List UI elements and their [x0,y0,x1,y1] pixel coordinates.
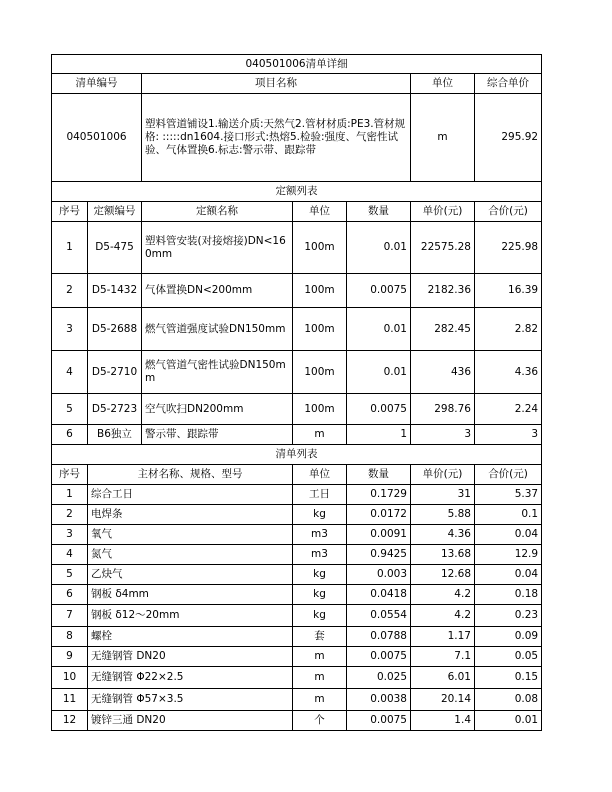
quota-code: B6独立 [88,425,142,445]
material-unit: m3 [293,545,347,565]
material-qty: 0.003 [347,565,411,585]
material-price: 4.2 [411,585,475,605]
materials-row [52,667,542,689]
material-name: 螺栓 [88,627,293,647]
materials-header-row [52,465,542,485]
quota-price: 22575.28 [411,222,475,274]
quota-code: D5-2688 [88,308,142,351]
quota-total: 3 [475,425,542,445]
item-price: 295.92 [475,94,542,182]
material-price: 31 [411,485,475,505]
quota-price: 298.76 [411,394,475,425]
quota-row [52,394,542,425]
quota-name: 燃气管道强度试验DN150mm [142,308,293,351]
material-name: 无缝钢管 Φ22×2.5 [88,667,293,689]
material-unit: 工日 [293,485,347,505]
material-qty: 0.9425 [347,545,411,565]
quota-name: 空气吹扫DN200mm [142,394,293,425]
material-total: 12.9 [475,545,542,565]
material-name: 综合工日 [88,485,293,505]
quota-unit: 100m [293,394,347,425]
materials-header-qty: 数量 [347,465,411,485]
quota-code: D5-475 [88,222,142,274]
material-unit: m [293,689,347,711]
quota-qty: 0.0075 [347,274,411,308]
material-qty: 0.0038 [347,689,411,711]
quota-qty: 0.0075 [347,394,411,425]
quota-code: D5-2723 [88,394,142,425]
material-qty: 0.1729 [347,485,411,505]
quota-name: 警示带、跟踪带 [142,425,293,445]
material-total: 0.18 [475,585,542,605]
item-name-header: 项目名称 [142,74,411,94]
item-unit: m [411,94,475,182]
material-qty: 0.0091 [347,525,411,545]
quota-unit: m [293,425,347,445]
material-name: 氮气 [88,545,293,565]
quota-header-unit: 单位 [293,202,347,222]
quota-row [52,351,542,394]
material-total: 0.01 [475,711,542,731]
quota-total: 2.24 [475,394,542,425]
quota-total: 2.82 [475,308,542,351]
quota-total: 16.39 [475,274,542,308]
material-unit: kg [293,565,347,585]
materials-row [52,545,542,565]
material-no: 12 [52,711,88,731]
material-no: 10 [52,667,88,689]
materials-section-row [52,445,542,465]
material-qty: 0.0172 [347,505,411,525]
material-qty: 0.0075 [347,647,411,667]
material-total: 0.1 [475,505,542,525]
quota-qty: 0.01 [347,351,411,394]
item-description: 塑料管道铺设1.输送介质:天然气2.管材材质:PE3.管材规格: :::::dn1604.接口形式:热熔5.检验:强度、气密性试验、气体置换6.标志:警示带、跟踪带 [142,94,411,182]
quota-unit: 100m [293,351,347,394]
material-no: 5 [52,565,88,585]
materials-row [52,585,542,605]
materials-row [52,565,542,585]
quota-total: 4.36 [475,351,542,394]
materials-row [52,605,542,627]
material-name: 无缝钢管 Φ57×3.5 [88,689,293,711]
material-total: 0.04 [475,525,542,545]
materials-row [52,689,542,711]
material-total: 0.23 [475,605,542,627]
materials-row [52,525,542,545]
material-total: 0.05 [475,647,542,667]
materials-section-title: 清单列表 [52,445,542,465]
quota-price: 2182.36 [411,274,475,308]
quota-header-no: 序号 [52,202,88,222]
material-no: 6 [52,585,88,605]
quota-no: 4 [52,351,88,394]
quota-qty: 0.01 [347,308,411,351]
material-name: 钢板 δ4mm [88,585,293,605]
materials-header-total: 合价(元) [475,465,542,485]
quota-section-title: 定额列表 [52,182,542,202]
item-code: 040501006 [52,94,142,182]
item-code-header: 清单编号 [52,74,142,94]
quota-no: 6 [52,425,88,445]
quota-row [52,425,542,445]
material-qty: 0.025 [347,667,411,689]
material-total: 0.15 [475,667,542,689]
materials-row [52,711,542,731]
quota-qty: 1 [347,425,411,445]
quota-total: 225.98 [475,222,542,274]
material-total: 0.09 [475,627,542,647]
quota-no: 5 [52,394,88,425]
materials-row [52,647,542,667]
quota-unit: 100m [293,274,347,308]
material-unit: kg [293,605,347,627]
materials-row [52,627,542,647]
quota-code: D5-1432 [88,274,142,308]
quota-no: 3 [52,308,88,351]
quota-header-total: 合价(元) [475,202,542,222]
quota-row [52,222,542,274]
material-unit: kg [293,585,347,605]
material-price: 6.01 [411,667,475,689]
quota-price: 282.45 [411,308,475,351]
quota-unit: 100m [293,222,347,274]
materials-header-name: 主材名称、规格、型号 [88,465,293,485]
material-no: 7 [52,605,88,627]
material-unit: kg [293,505,347,525]
material-name: 电焊条 [88,505,293,525]
materials-header-no: 序号 [52,465,88,485]
material-total: 5.37 [475,485,542,505]
material-price: 4.36 [411,525,475,545]
material-name: 乙炔气 [88,565,293,585]
quota-header-price: 单价(元) [411,202,475,222]
material-qty: 0.0418 [347,585,411,605]
quota-unit: 100m [293,308,347,351]
material-price: 12.68 [411,565,475,585]
material-unit: m [293,647,347,667]
materials-row [52,505,542,525]
materials-header-unit: 单位 [293,465,347,485]
quota-price: 3 [411,425,475,445]
material-price: 1.4 [411,711,475,731]
material-unit: 个 [293,711,347,731]
material-name: 钢板 δ12～20mm [88,605,293,627]
materials-row [52,485,542,505]
material-no: 11 [52,689,88,711]
material-qty: 0.0075 [347,711,411,731]
quota-name: 燃气管道气密性试验DN150mm [142,351,293,394]
item-unit-header: 单位 [411,74,475,94]
material-no: 1 [52,485,88,505]
bill-detail-table [51,54,542,731]
material-no: 3 [52,525,88,545]
material-unit: m [293,667,347,689]
material-price: 1.17 [411,627,475,647]
item-price-header: 综合单价 [475,74,542,94]
quota-name: 塑料管安装(对接熔接)DN<160mm [142,222,293,274]
material-name: 镀锌三通 DN20 [88,711,293,731]
material-price: 7.1 [411,647,475,667]
quota-header-qty: 数量 [347,202,411,222]
material-qty: 0.0788 [347,627,411,647]
material-price: 5.88 [411,505,475,525]
quota-code: D5-2710 [88,351,142,394]
quota-qty: 0.01 [347,222,411,274]
quota-header-code: 定额编号 [88,202,142,222]
quota-price: 436 [411,351,475,394]
material-price: 13.68 [411,545,475,565]
material-name: 无缝钢管 DN20 [88,647,293,667]
quota-row [52,274,542,308]
material-unit: 套 [293,627,347,647]
quota-header-name: 定额名称 [142,202,293,222]
materials-header-price: 单价(元) [411,465,475,485]
quota-no: 2 [52,274,88,308]
material-no: 2 [52,505,88,525]
material-name: 氧气 [88,525,293,545]
material-no: 9 [52,647,88,667]
material-price: 20.14 [411,689,475,711]
material-total: 0.08 [475,689,542,711]
quota-name: 气体置换DN<200mm [142,274,293,308]
quota-row [52,308,542,351]
material-no: 4 [52,545,88,565]
material-price: 4.2 [411,605,475,627]
page-title: 040501006清单详细 [52,55,542,74]
material-qty: 0.0554 [347,605,411,627]
material-total: 0.04 [475,565,542,585]
material-no: 8 [52,627,88,647]
quota-header-row [52,202,542,222]
material-unit: m3 [293,525,347,545]
quota-no: 1 [52,222,88,274]
